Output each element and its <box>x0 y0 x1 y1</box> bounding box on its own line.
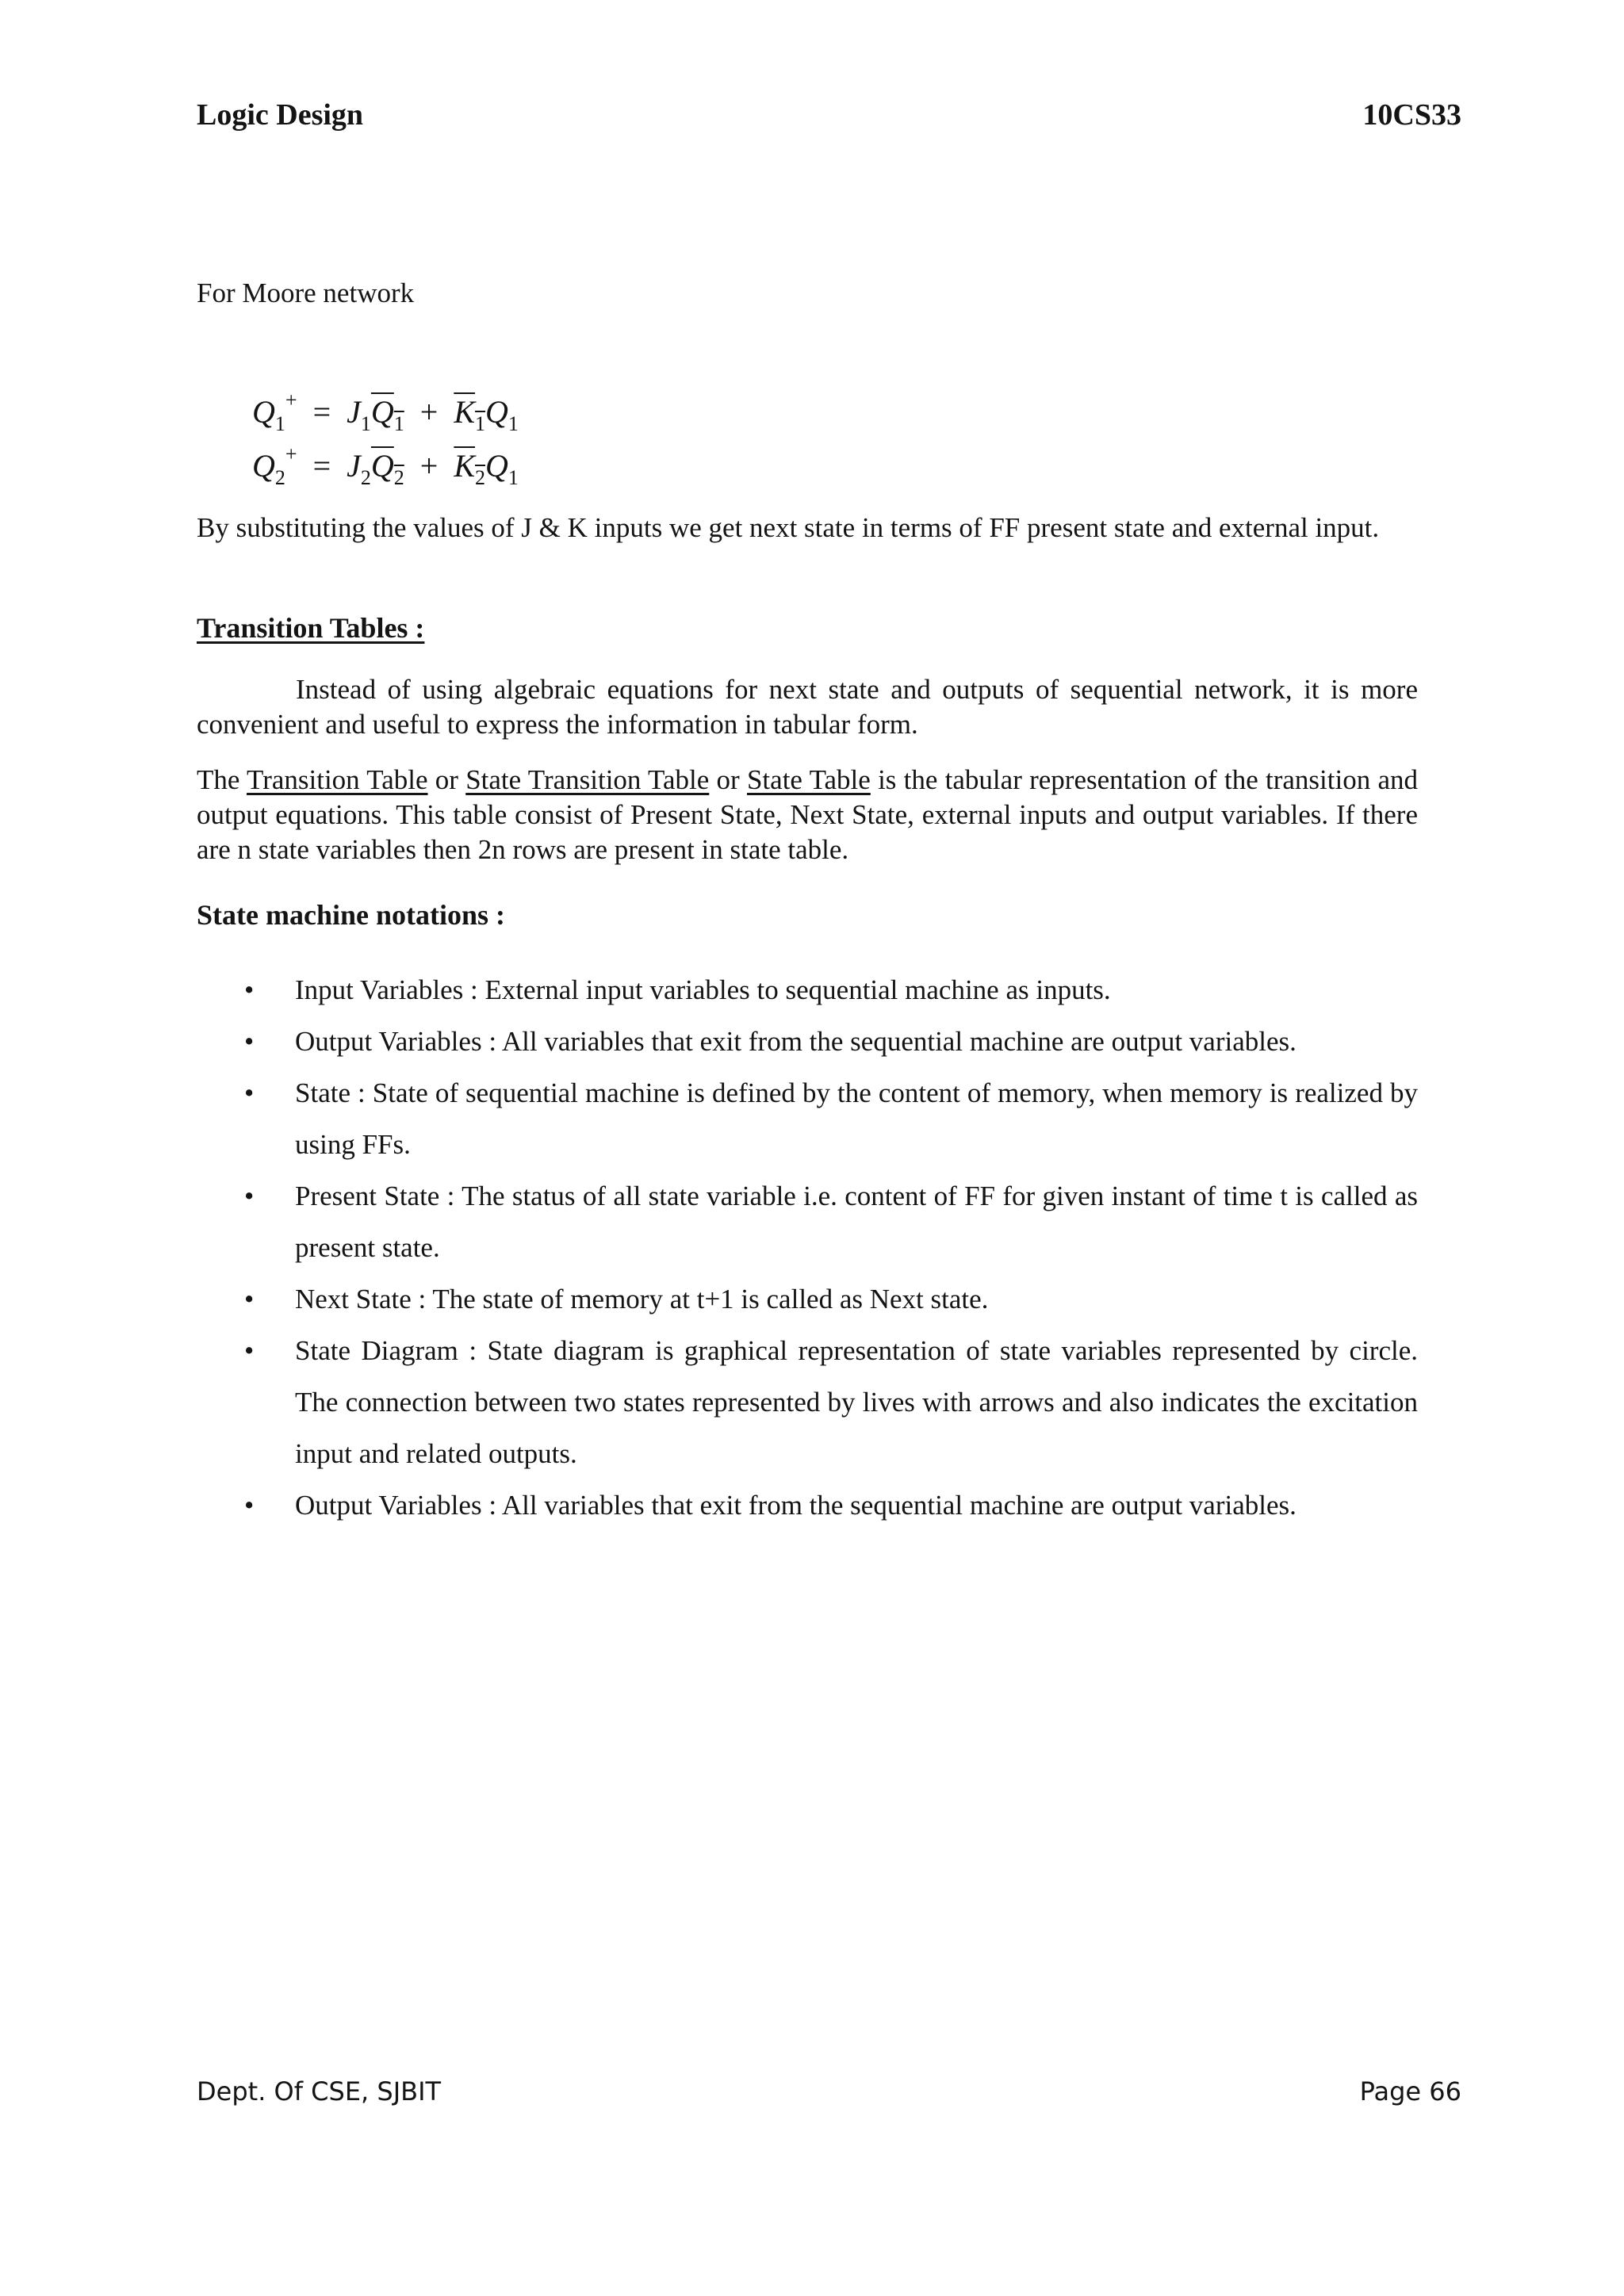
transition-tables-heading: Transition Tables : <box>197 612 425 644</box>
notation-output-variables-repeat: Output Variables : All variables that exit from the sequential machine are output variables. <box>295 1490 1297 1521</box>
notation-input-variables: Input Variables : External input variables to sequential machine as inputs. <box>295 974 1111 1005</box>
notation-next-state: Next State : The state of memory at t+1 is called as Next state. <box>295 1284 989 1314</box>
list-item <box>197 1067 1418 1170</box>
course-code: 10CS33 <box>1362 98 1461 132</box>
transition-p2-rest: is the tabular representation of the transition and output equations. This table consist of Present State, Next State, external inputs and output variables. If there are n state variables then 2n rows are present in state table. <box>197 764 1419 865</box>
eq1-equals: = <box>312 394 331 430</box>
eq1-plus: + <box>419 394 439 430</box>
eq1-lhs: Q <box>252 394 275 430</box>
eq1-k-bar: K <box>454 394 476 430</box>
notation-state: State : State of sequential machine is defined by the content of memory, when memory is realized by using FFs. <box>295 1077 1418 1160</box>
eq1-q-bar: Q <box>370 394 394 430</box>
bullet-icon: • <box>244 1077 255 1108</box>
transition-p2-start: The <box>197 764 247 795</box>
eq1-k-bar-sub: 1 <box>475 412 486 435</box>
eq2-j-sub: 2 <box>360 466 371 489</box>
term-state-table: State Table <box>746 764 871 795</box>
bullet-icon: • <box>244 1335 255 1366</box>
term-transition-table: Transition Table <box>247 764 428 795</box>
transition-p2-or-1: or <box>427 764 466 795</box>
bullet-icon: • <box>244 974 255 1005</box>
list-item <box>197 1170 1418 1273</box>
header-title: Logic Design <box>197 98 364 132</box>
notations-heading: State machine notations : <box>197 899 505 931</box>
eq2-equals: = <box>312 448 331 484</box>
eq2-q-bar: Q <box>370 448 394 484</box>
bullet-icon: • <box>244 1284 255 1314</box>
eq1-lhs-sub: 1 <box>274 412 285 435</box>
transition-p2-or-2: or <box>709 764 747 795</box>
list-item <box>197 1016 1418 1067</box>
eq2-plus: + <box>419 448 439 484</box>
bullet-icon: • <box>244 1026 255 1057</box>
eq2-lhs-sub: 2 <box>274 466 285 489</box>
equation-q2-next <box>252 434 519 498</box>
eq1-q-sub: 1 <box>508 412 519 435</box>
eq1-j-sub: 1 <box>360 412 371 435</box>
transition-paragraph-1: Instead of using algebraic equations for next state and outputs of sequential network, it is more convenient and useful to express the information in tabular form. <box>197 674 1418 740</box>
bullet-icon: • <box>244 1490 255 1521</box>
footer-department: Dept. Of CSE, SJBIT <box>197 2076 442 2107</box>
eq2-k-bar-sub: 2 <box>475 466 486 489</box>
eq2-q-sub: 1 <box>508 466 519 489</box>
bullet-icon: • <box>244 1181 255 1211</box>
list-item <box>197 1479 1418 1531</box>
notation-output-variables: Output Variables : All variables that exit from the sequential machine are output variables. <box>295 1026 1297 1057</box>
eq2-k-bar: K <box>454 448 476 484</box>
notation-present-state: Present State : The status of all state variable i.e. content of FF for given instant of time t is called as present state. <box>295 1181 1418 1263</box>
eq1-j: J <box>347 394 361 430</box>
footer-page-number: Page 66 <box>1359 2076 1461 2107</box>
list-item <box>197 1273 1418 1325</box>
eq2-j: J <box>347 448 361 484</box>
substitution-paragraph: By substituting the values of J & K inputs we get next state in terms of FF present state and external input. <box>197 512 1380 543</box>
transition-paragraph-2 <box>197 763 1418 867</box>
eq1-q-bar-sub: 1 <box>393 412 404 435</box>
list-item <box>197 964 1418 1016</box>
eq2-q-bar-sub: 2 <box>393 466 404 489</box>
list-item <box>197 1325 1418 1479</box>
eq1-q: Q <box>485 394 508 430</box>
eq2-q: Q <box>485 448 508 484</box>
notations-list <box>197 964 1418 1531</box>
notation-state-diagram: State Diagram : State diagram is graphical representation of state variables represented by circle. The connection between two states represented by lives with arrows and also indicates the excitation input and related outputs. <box>295 1335 1418 1469</box>
eq1-lhs-sup: + <box>285 388 297 411</box>
term-state-transition-table: State Transition Table <box>465 764 710 795</box>
eq2-lhs-sup: + <box>285 442 297 465</box>
eq2-lhs: Q <box>252 448 275 484</box>
intro-text: For Moore network <box>197 277 415 308</box>
